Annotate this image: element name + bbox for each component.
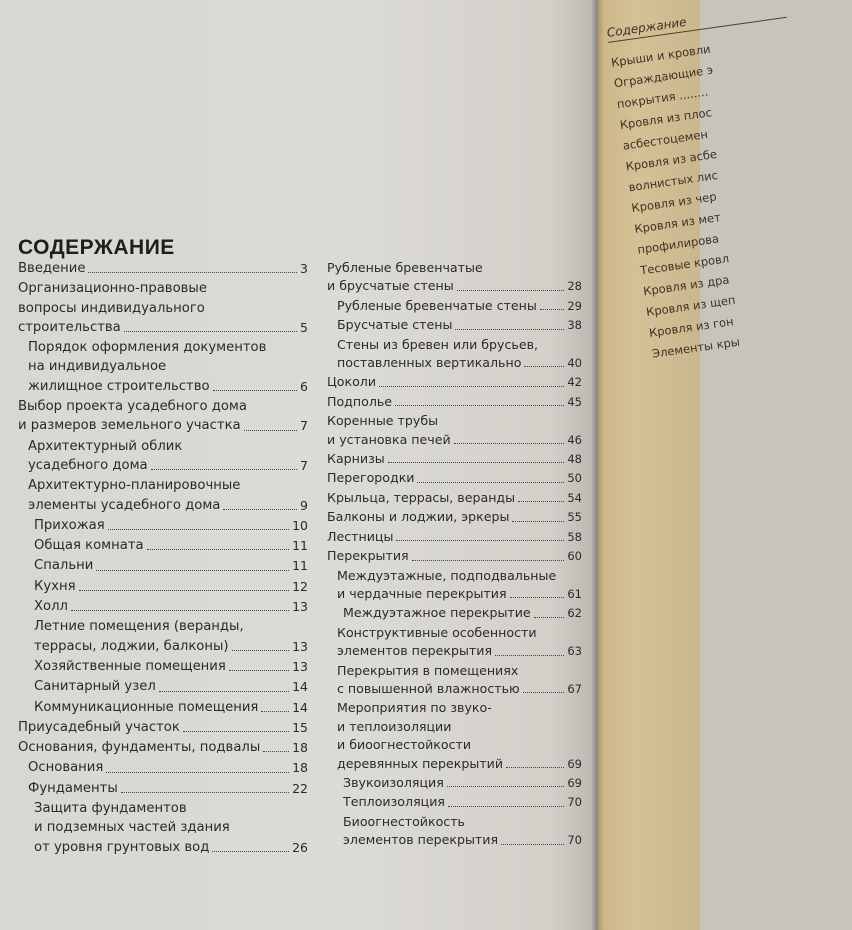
toc-entry-line (34, 597, 308, 616)
toc-entry-text: с повышенной влажностью (337, 680, 520, 696)
leader-dots (159, 691, 289, 692)
facing-page-row: Кровля из асбе (624, 146, 718, 174)
toc-entry-line (337, 585, 582, 603)
page-number: 6 (300, 378, 308, 394)
leader-dots (412, 560, 565, 561)
toc-entry-text: и установка печей (327, 431, 451, 447)
toc-entry (327, 508, 582, 526)
leader-dots (524, 366, 564, 367)
toc-entry-line (327, 431, 582, 449)
facing-page-row: Кровля из мет (633, 209, 722, 236)
page-number: 40 (567, 356, 582, 371)
toc-entry-line (34, 698, 308, 717)
toc-entry-text: Рубленые бревенчатые (327, 260, 483, 275)
toc-entry-text: Стены из бревен или брусьев, (337, 336, 539, 352)
page-number: 55 (567, 510, 582, 525)
page-number: 45 (567, 394, 582, 409)
toc-entry-text: Организационно-правовые (18, 281, 207, 297)
leader-dots (523, 692, 565, 693)
page-number: 18 (292, 740, 308, 756)
leader-dots (457, 290, 565, 291)
page-number: 50 (567, 471, 582, 486)
toc-entry-text: Хозяйственные помещения (34, 658, 226, 674)
toc-entry-line (28, 496, 308, 515)
toc-entry (327, 774, 582, 792)
toc-entry-line (28, 758, 308, 777)
leader-dots (232, 650, 290, 651)
page-number: 18 (292, 760, 308, 776)
facing-page-row: покрытия ........ (616, 84, 709, 112)
toc-entry (18, 556, 308, 575)
toc-entry-text: Защита фундаментов (34, 801, 187, 817)
toc-entry-text: Порядок оформления документов (28, 340, 267, 356)
toc-entry (327, 793, 582, 811)
leader-dots (88, 272, 297, 273)
toc-entry (18, 617, 308, 656)
toc-entry-text: Звукоизоляция (343, 774, 444, 790)
leader-dots (183, 731, 289, 732)
toc-entry-line (327, 508, 582, 526)
facing-page-row: профилирова (636, 231, 720, 257)
leader-dots (229, 670, 289, 671)
toc-entry-text: Биоогнестойкость (343, 813, 465, 829)
page-number: 22 (292, 780, 308, 796)
leader-dots (396, 540, 564, 541)
toc-entry (327, 297, 582, 315)
toc-entry-text: Конструктивные особенности (337, 624, 537, 640)
facing-page-row: Крыши и кровли (610, 41, 712, 70)
toc-entry-line (327, 489, 582, 507)
toc-entry-text: поставленных вертикально (337, 355, 522, 371)
facing-page-rows (610, 25, 852, 365)
toc-entry-text: элементы усадебного дома (28, 497, 221, 513)
toc-entry-line (18, 738, 308, 757)
toc-entry-text: Карнизы (327, 451, 385, 467)
toc-entry (327, 259, 582, 296)
toc-entry-text: Крыльца, террасы, веранды (327, 489, 516, 505)
toc-entry-text: Перекрытия (327, 548, 409, 564)
facing-page-row: Ограждающие э (613, 62, 714, 91)
page-number: 63 (567, 644, 582, 659)
toc-entry (327, 813, 582, 850)
toc-entry-line (343, 604, 582, 622)
toc-entry-text: деревянных перекрытий (337, 755, 504, 771)
leader-dots (534, 617, 565, 618)
toc-entry-text: Прихожая (34, 517, 105, 533)
toc-entry-text: Подполье (327, 393, 393, 409)
page-number: 29 (567, 298, 582, 313)
toc-entry-text: Балконы и лоджии, эркеры (327, 509, 510, 525)
toc-entry (327, 547, 582, 565)
facing-page-row: Кровля из щеп (645, 292, 737, 320)
toc-entry (327, 699, 582, 773)
page-number: 70 (567, 833, 582, 848)
toc-entry (327, 624, 582, 661)
toc-entry-line (327, 450, 582, 468)
toc-entry-text: Теплоизоляция (343, 794, 445, 810)
page-number: 3 (300, 261, 308, 276)
toc-entry-line (327, 469, 582, 487)
leader-dots (495, 655, 564, 656)
toc-entry (327, 469, 582, 487)
page-number: 26 (292, 839, 308, 855)
book-page-right (598, 0, 741, 930)
toc-entry-text: вопросы индивидуального (18, 300, 205, 316)
toc-entry-line (28, 377, 308, 396)
toc-entry-text: Санитарный узел (34, 679, 156, 695)
page-number: 61 (567, 586, 582, 601)
facing-page-row: волнистых лис (627, 167, 719, 195)
toc-entry (327, 489, 582, 507)
toc-entry-text: и размеров земельного участка (18, 418, 241, 434)
toc-entry-line (337, 354, 582, 372)
leader-dots (79, 590, 290, 591)
toc-entry (327, 604, 582, 622)
page-number: 9 (300, 497, 308, 513)
toc-entry-line (337, 680, 582, 698)
leader-dots (263, 751, 289, 752)
toc-entry-text: Рубленые бревенчатые стены (337, 297, 537, 313)
toc-entry-line (337, 755, 582, 773)
leader-dots (96, 570, 289, 571)
toc-entry-text: и теплоизоляции (337, 718, 452, 734)
toc-entry-text: Холл (34, 599, 68, 615)
page-number: 58 (567, 529, 582, 544)
toc-column-right (327, 258, 582, 850)
toc-entry-line (28, 779, 308, 798)
toc-entry-line (327, 528, 582, 546)
toc-entry-line (337, 297, 582, 315)
toc-entry (18, 259, 308, 278)
toc-entry-line (337, 642, 582, 660)
page-number: 10 (292, 517, 308, 533)
toc-entry-text: на индивидуальное (28, 359, 167, 375)
toc-entry-text: Перекрытия в помещениях (337, 662, 519, 678)
toc-entry-text: Летние помещения (веранды, (34, 619, 244, 635)
toc-entry-line (34, 577, 308, 596)
leader-dots (213, 390, 297, 391)
toc-column-left (18, 258, 308, 857)
leader-dots (151, 469, 297, 470)
toc-entry-text: Архитектурный облик (28, 438, 183, 454)
facing-page-row: Тесовые кровл (639, 251, 730, 278)
toc-entry-text: Кухня (34, 578, 76, 594)
toc-entry (327, 336, 582, 373)
toc-entry-text: Мероприятия по звуко- (337, 700, 492, 716)
toc-entry-text: Выбор проекта усадебного дома (18, 399, 247, 415)
page-number: 13 (292, 658, 308, 674)
toc-entry-text: Общая комната (34, 538, 144, 554)
toc-entry-text: Коммуникационные помещения (34, 699, 259, 715)
leader-dots (244, 430, 297, 431)
toc-entry (18, 437, 308, 476)
toc-entry-text: Приусадебный участок (18, 719, 180, 735)
toc-entry-line (34, 677, 308, 696)
page-title: СОДЕРЖАНИЕ (18, 236, 175, 259)
leader-dots (147, 549, 290, 550)
leader-dots (261, 711, 289, 712)
toc-entry (327, 528, 582, 546)
toc-entry (18, 577, 308, 596)
page-number: 62 (567, 606, 582, 621)
page-number: 13 (292, 638, 308, 654)
toc-entry-text: элементов перекрытия (337, 643, 493, 659)
page-number: 28 (567, 279, 582, 294)
toc-entry (327, 316, 582, 334)
page-number: 14 (292, 699, 308, 715)
toc-entry (18, 597, 308, 616)
toc-entry-line (18, 259, 308, 278)
page-number: 60 (567, 549, 582, 564)
toc-entry-text: от уровня грунтовых вод (34, 839, 210, 855)
page-number: 67 (567, 681, 582, 696)
toc-entry-text: Брусчатые стены (337, 317, 453, 333)
toc-entry (327, 393, 582, 411)
toc-entry-line (343, 831, 582, 849)
leader-dots (512, 521, 564, 522)
toc-entry-text: и биоогнестойкости (337, 737, 472, 753)
page-number: 54 (567, 490, 582, 505)
page-number: 11 (292, 538, 308, 554)
toc-entry-text: строительства (18, 319, 121, 335)
toc-entry-text: Основания (28, 760, 104, 776)
leader-dots (518, 501, 564, 502)
page-number: 12 (292, 578, 308, 594)
page-number: 11 (292, 558, 308, 574)
toc-entry (18, 476, 308, 515)
toc-entry-text: усадебного дома (28, 457, 148, 473)
leader-dots (501, 844, 564, 845)
facing-page-row: Кровля из чер (630, 189, 718, 216)
toc-entry (18, 718, 308, 737)
toc-entry-text: Основания, фундаменты, подвалы (18, 740, 261, 756)
toc-entry-text: Междуэтажное перекрытие (343, 605, 531, 621)
toc-entry-text: Цоколи (327, 374, 377, 390)
page-number: 38 (567, 318, 582, 333)
leader-dots (395, 405, 564, 406)
toc-entry-line (28, 456, 308, 475)
toc-entry-text: и чердачные перекрытия (337, 585, 507, 601)
toc-entry (18, 397, 308, 436)
toc-entry-text: Архитектурно-планировочные (28, 478, 241, 494)
page-number: 48 (567, 452, 582, 467)
toc-entry-text: Коренные трубы (327, 413, 439, 429)
leader-dots (447, 786, 565, 787)
leader-dots (108, 529, 289, 530)
page-number: 5 (300, 319, 308, 335)
toc-entry (327, 412, 582, 449)
leader-dots (506, 767, 564, 768)
toc-entry-line (34, 556, 308, 575)
leader-dots (121, 792, 289, 793)
toc-entry (327, 567, 582, 604)
facing-page-content (606, 0, 852, 365)
leader-dots (379, 386, 564, 387)
toc-entry (327, 662, 582, 699)
toc-entry (327, 373, 582, 391)
leader-dots (212, 851, 289, 852)
leader-dots (388, 462, 565, 463)
page-number: 14 (292, 679, 308, 695)
leader-dots (223, 509, 297, 510)
toc-entry (18, 738, 308, 757)
page-number: 46 (567, 432, 582, 447)
page-number: 42 (567, 375, 582, 390)
toc-entry-line (34, 838, 308, 857)
leader-dots (124, 331, 297, 332)
toc-entry (18, 779, 308, 798)
toc-entry-text: террасы, лоджии, балконы) (34, 638, 229, 654)
toc-entry-line (327, 547, 582, 565)
toc-entry-line (18, 718, 308, 737)
toc-entry (18, 516, 308, 535)
page-number: 7 (300, 457, 308, 473)
page-number: 70 (567, 795, 582, 810)
toc-entry-text: Перегородки (327, 470, 415, 486)
page-number: 13 (292, 599, 308, 615)
toc-entry-text: Введение (18, 261, 86, 276)
facing-page-row: Кровля из гон (648, 314, 735, 340)
toc-entry (327, 450, 582, 468)
toc-entry-line (18, 318, 308, 337)
toc-entry-line (34, 657, 308, 676)
toc-entry-line (327, 277, 582, 295)
toc-entry-text: и подземных частей здания (34, 820, 230, 836)
toc-entry-text: и брусчатые стены (327, 278, 454, 294)
toc-entry-line (327, 393, 582, 411)
toc-entry (18, 677, 308, 696)
toc-entry-text: жилищное строительство (28, 378, 210, 394)
toc-entry (18, 536, 308, 555)
toc-entry-text: элементов перекрытия (343, 832, 499, 848)
toc-entry (18, 657, 308, 676)
leader-dots (540, 309, 565, 310)
toc-entry (18, 758, 308, 777)
leader-dots (417, 482, 564, 483)
toc-entry-line (343, 793, 582, 811)
toc-entry-line (34, 516, 308, 535)
page-number: 69 (567, 775, 582, 790)
leader-dots (106, 772, 289, 773)
facing-page-row: Кровля из дра (642, 272, 731, 299)
facing-page-row: Элементы кры (651, 334, 741, 361)
toc-entry (18, 279, 308, 337)
toc-entry-text: Спальни (34, 558, 94, 574)
page-number: 7 (300, 418, 308, 434)
leader-dots (71, 610, 289, 611)
toc-entry-line (34, 536, 308, 555)
toc-entry-line (34, 637, 308, 656)
toc-entry (18, 338, 308, 396)
toc-entry-text: Лестницы (327, 528, 394, 544)
leader-dots (510, 597, 565, 598)
toc-entry (18, 799, 308, 857)
toc-entry-line (343, 774, 582, 792)
toc-entry-line (18, 416, 308, 435)
toc-entry (18, 698, 308, 717)
leader-dots (454, 443, 565, 444)
leader-dots (448, 806, 564, 807)
facing-page-row: Кровля из плос (618, 105, 713, 132)
page-number: 15 (292, 719, 308, 735)
facing-page-row: асбестоцемен (621, 126, 709, 153)
leader-dots (455, 329, 564, 330)
toc-entry-text: Междуэтажные, подподвальные (337, 567, 557, 583)
toc-entry-line (327, 373, 582, 391)
toc-entry-text: Фундаменты (28, 780, 118, 796)
page-number: 69 (567, 756, 582, 771)
toc-entry-line (337, 316, 582, 334)
facing-page-header: Содержание (606, 1, 787, 43)
